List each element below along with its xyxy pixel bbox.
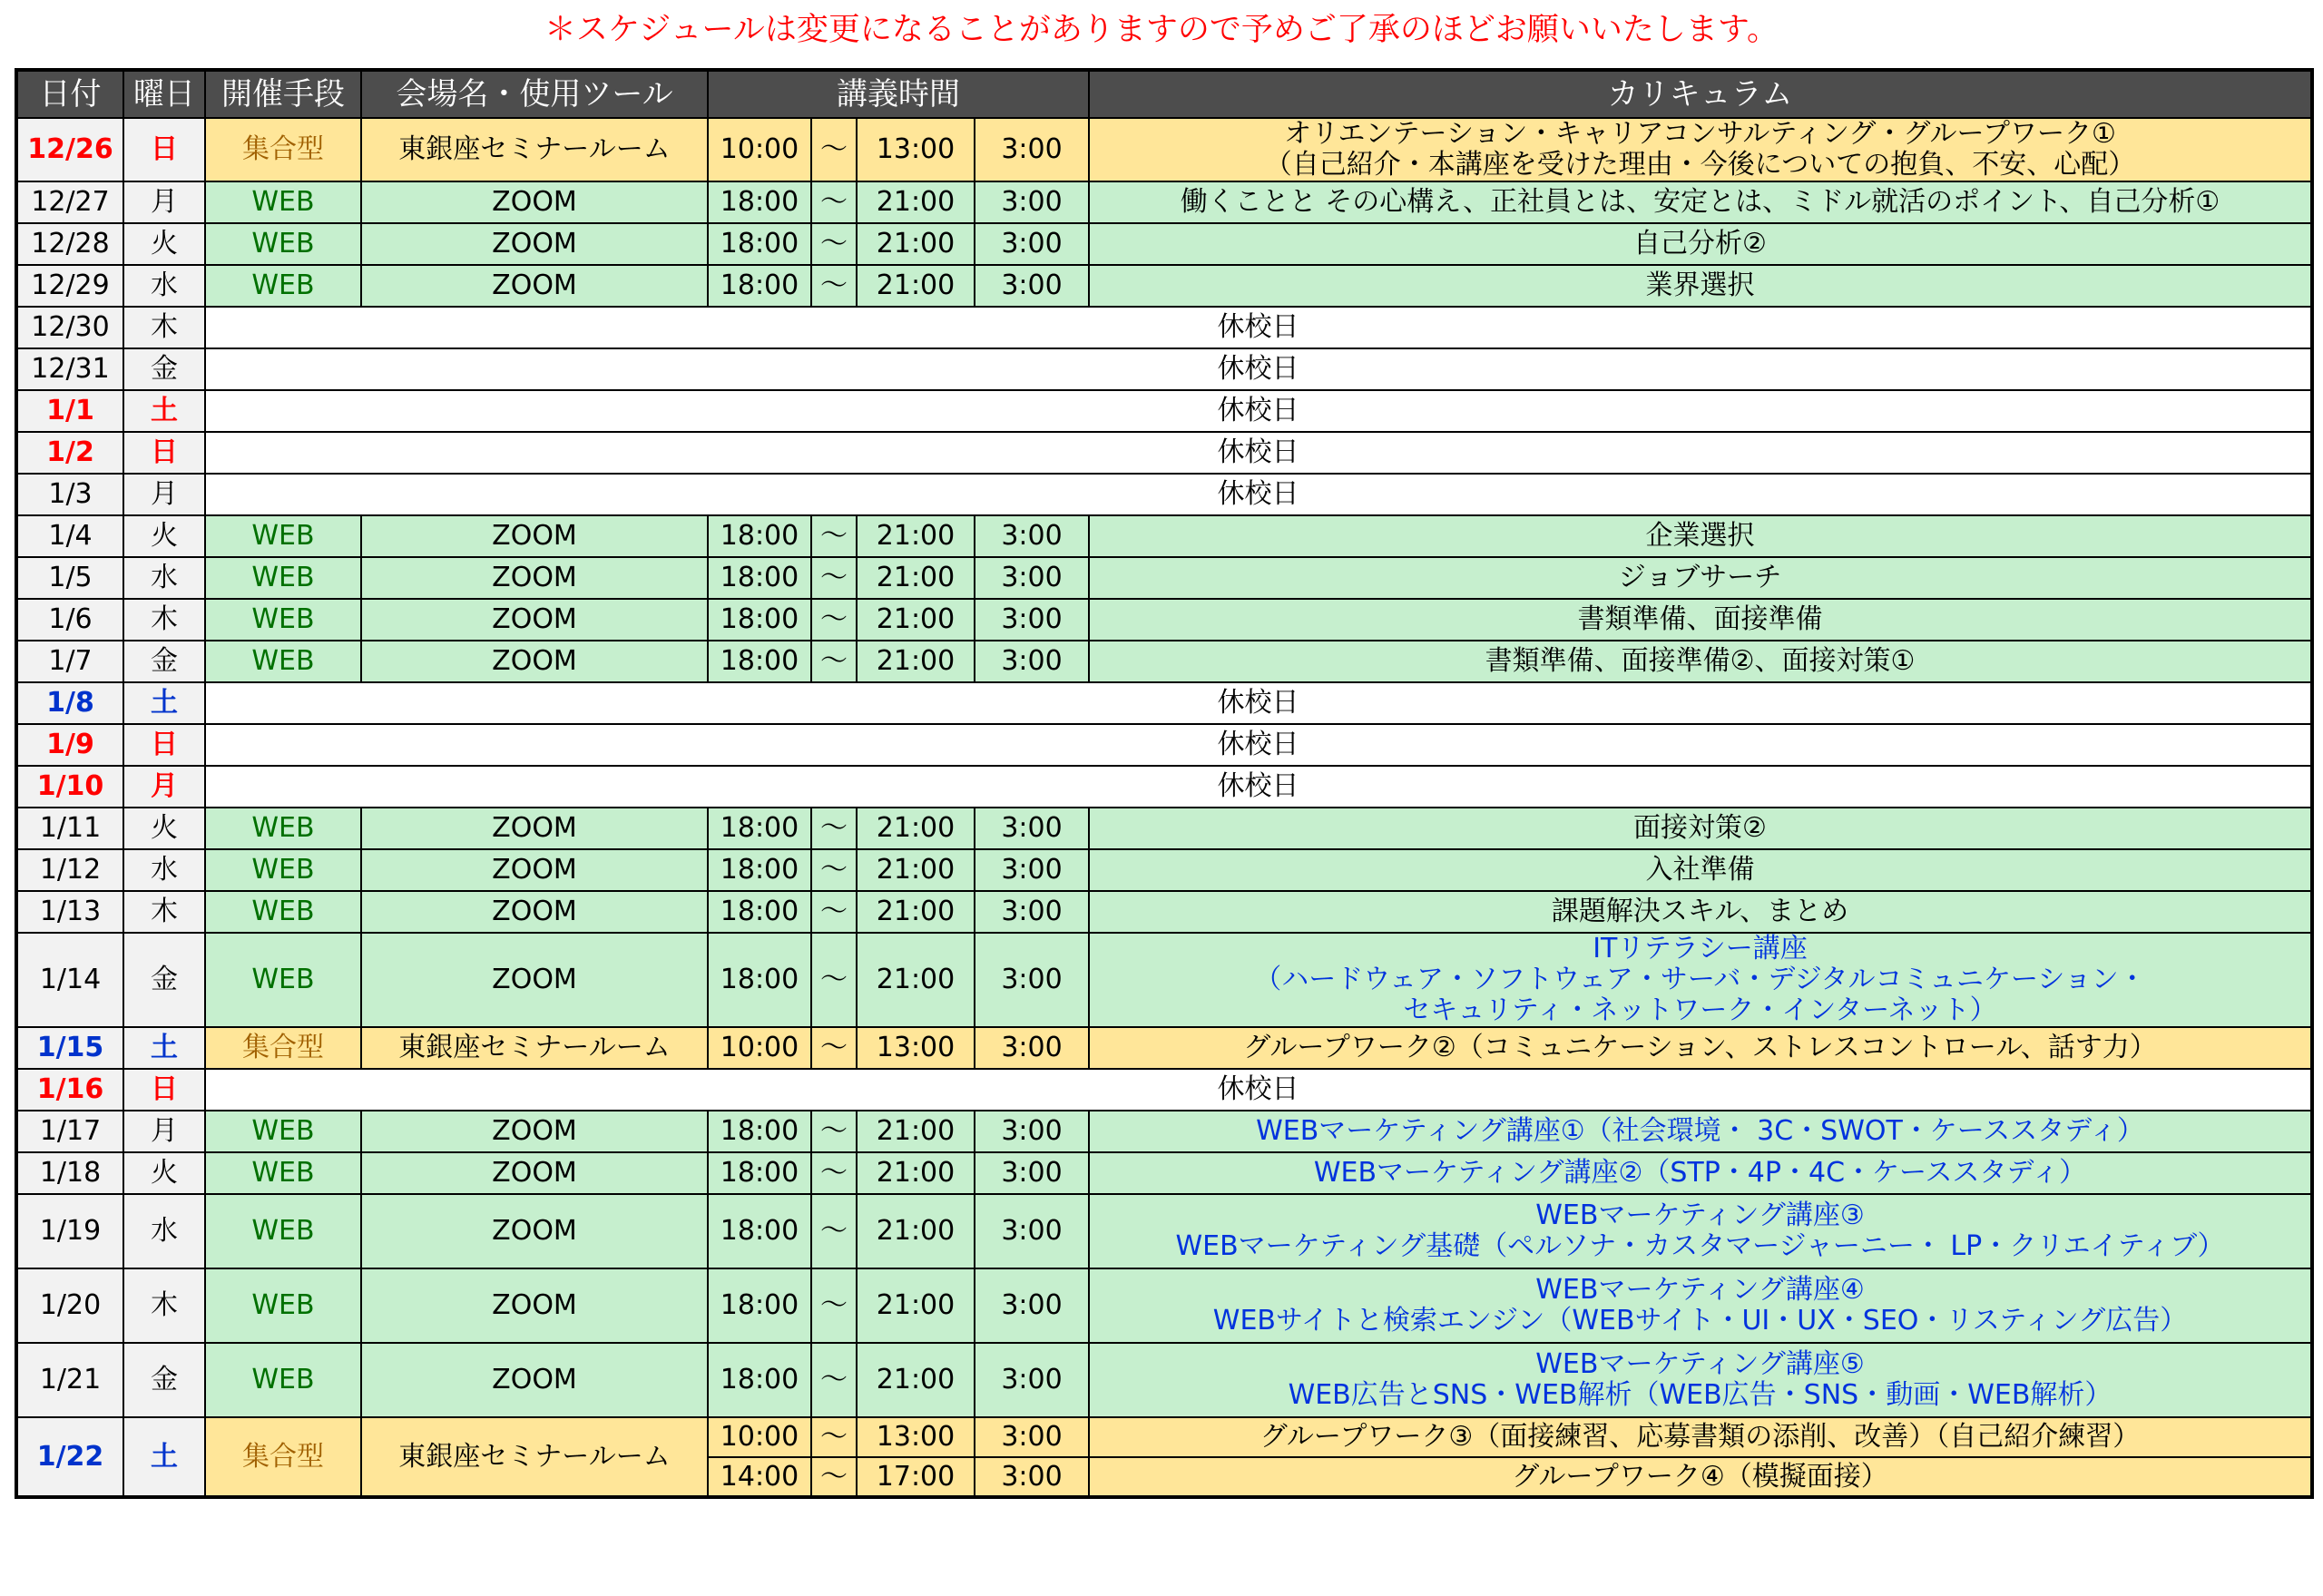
end-time-cell: 13:00 [857, 1417, 975, 1457]
end-time-cell: 21:00 [857, 515, 975, 557]
schedule-row [16, 599, 2312, 641]
mode-cell: WEB [205, 599, 361, 641]
start-time-cell: 18:00 [708, 1111, 811, 1152]
weekday-cell: 木 [123, 599, 205, 641]
weekday-cell: 土 [123, 682, 205, 724]
closed-day-cell: 休校日 [205, 1069, 2312, 1111]
weekday-cell: 木 [123, 891, 205, 933]
duration-cell: 3:00 [975, 1268, 1089, 1343]
weekday-cell: 水 [123, 265, 205, 307]
curriculum-cell: グループワーク④（模擬面接） [1089, 1457, 2312, 1497]
weekday-cell: 水 [123, 849, 205, 891]
header-dow: 曜日 [123, 70, 205, 118]
weekday-cell: 金 [123, 933, 205, 1027]
end-time-cell: 21:00 [857, 1343, 975, 1417]
curriculum-line: WEBマーケティング基礎（ペルソナ・カスタマージャーニー・ LP・クリエイティブ） [1175, 1230, 2225, 1262]
weekday-cell: 火 [123, 223, 205, 265]
weekday-cell: 火 [123, 1152, 205, 1194]
start-time-cell: 18:00 [708, 1343, 811, 1417]
start-time-cell: 10:00 [708, 1027, 811, 1069]
start-time-cell: 18:00 [708, 1152, 811, 1194]
venue-cell: ZOOM [361, 1152, 708, 1194]
duration-cell: 3:00 [975, 891, 1089, 933]
weekday-cell: 火 [123, 515, 205, 557]
date-cell: 1/10 [16, 766, 123, 808]
weekday-cell: 金 [123, 1343, 205, 1417]
venue-cell: ZOOM [361, 641, 708, 682]
duration-cell: 3:00 [975, 1343, 1089, 1417]
curriculum-line: （自己紹介・本講座を受けた理由・今後についての抱負、不安、心配） [1264, 149, 2136, 181]
schedule-row [16, 641, 2312, 682]
header-mode: 開催手段 [205, 70, 361, 118]
venue-cell: ZOOM [361, 933, 708, 1027]
duration-cell: 3:00 [975, 933, 1089, 1027]
duration-cell: 3:00 [975, 1111, 1089, 1152]
duration-cell: 3:00 [975, 1417, 1089, 1457]
weekday-cell: 月 [123, 181, 205, 223]
venue-cell: ZOOM [361, 599, 708, 641]
duration-cell: 3:00 [975, 849, 1089, 891]
weekday-cell: 月 [123, 474, 205, 515]
curriculum-line: グループワーク②（コミュニケーション、ストレスコントロール、話す力） [1243, 1032, 2157, 1063]
curriculum-cell [1089, 1152, 2312, 1194]
date-cell: 1/16 [16, 1069, 123, 1111]
start-time-cell: 18:00 [708, 223, 811, 265]
schedule-row [16, 348, 2312, 390]
closed-day-cell: 休校日 [205, 766, 2312, 808]
tilde-cell: ～ [811, 1343, 857, 1417]
end-time-cell: 21:00 [857, 181, 975, 223]
tilde-cell: ～ [811, 515, 857, 557]
end-time-cell: 21:00 [857, 223, 975, 265]
tilde-cell: ～ [811, 641, 857, 682]
weekday-cell: 日 [123, 724, 205, 766]
tilde-cell: ～ [811, 1268, 857, 1343]
start-time-cell: 14:00 [708, 1457, 811, 1497]
mode-cell: WEB [205, 223, 361, 265]
weekday-cell: 火 [123, 808, 205, 849]
end-time-cell: 13:00 [857, 1027, 975, 1069]
curriculum-line: 企業選択 [1645, 520, 1755, 552]
curriculum-line: ジョブサーチ [1618, 562, 1782, 593]
curriculum-cell: グループワーク③（面接練習、応募書類の添削、改善）（自己紹介練習） [1089, 1417, 2312, 1457]
date-cell: 1/21 [16, 1343, 123, 1417]
mode-cell: WEB [205, 933, 361, 1027]
tilde-cell: ～ [811, 1152, 857, 1194]
mode-cell: WEB [205, 1111, 361, 1152]
curriculum-cell [1089, 118, 2312, 181]
duration-cell: 3:00 [975, 181, 1089, 223]
header-date: 日付 [16, 70, 123, 118]
start-time-cell: 18:00 [708, 557, 811, 599]
start-time-cell: 18:00 [708, 891, 811, 933]
end-time-cell: 21:00 [857, 933, 975, 1027]
schedule-row [16, 849, 2312, 891]
start-time-cell: 18:00 [708, 849, 811, 891]
date-cell: 1/13 [16, 891, 123, 933]
schedule-row [16, 390, 2312, 432]
tilde-cell: ～ [811, 1457, 857, 1497]
mode-cell: WEB [205, 808, 361, 849]
weekday-cell: 金 [123, 641, 205, 682]
date-cell: 1/17 [16, 1111, 123, 1152]
date-cell: 12/30 [16, 307, 123, 348]
duration-cell: 3:00 [975, 1457, 1089, 1497]
curriculum-cell [1089, 599, 2312, 641]
closed-day-cell: 休校日 [205, 474, 2312, 515]
date-cell: 1/22 [16, 1417, 123, 1497]
date-cell: 1/12 [16, 849, 123, 891]
curriculum-line: WEBマーケティング講座①（社会環境・ 3C・SWOT・ケーススタディ） [1256, 1115, 2144, 1147]
curriculum-line: 面接対策② [1633, 812, 1767, 844]
date-cell: 1/7 [16, 641, 123, 682]
curriculum-line: WEBマーケティング講座④ [1535, 1274, 1865, 1306]
duration-cell: 3:00 [975, 223, 1089, 265]
mode-cell: 集合型 [205, 118, 361, 181]
start-time-cell: 10:00 [708, 1417, 811, 1457]
closed-day-cell: 休校日 [205, 390, 2312, 432]
curriculum-cell [1089, 557, 2312, 599]
mode-cell: WEB [205, 641, 361, 682]
curriculum-cell [1089, 223, 2312, 265]
schedule-row [16, 1027, 2312, 1069]
end-time-cell: 21:00 [857, 1268, 975, 1343]
date-cell: 1/15 [16, 1027, 123, 1069]
end-time-cell: 21:00 [857, 1152, 975, 1194]
curriculum-cell [1089, 1268, 2312, 1343]
weekday-cell: 木 [123, 307, 205, 348]
tilde-cell: ～ [811, 223, 857, 265]
curriculum-line: ITリテラシー講座 [1593, 933, 1808, 964]
weekday-cell: 土 [123, 1417, 205, 1497]
tilde-cell: ～ [811, 1111, 857, 1152]
schedule-row [16, 1111, 2312, 1152]
weekday-cell: 水 [123, 1194, 205, 1268]
curriculum-line: 働くことと その心構え、正社員とは、安定とは、ミドル就活のポイント、自己分析① [1180, 186, 2220, 218]
date-cell: 1/2 [16, 432, 123, 474]
start-time-cell: 18:00 [708, 181, 811, 223]
tilde-cell: ～ [811, 181, 857, 223]
date-cell: 12/27 [16, 181, 123, 223]
start-time-cell: 18:00 [708, 1268, 811, 1343]
curriculum-cell [1089, 1111, 2312, 1152]
end-time-cell: 21:00 [857, 1111, 975, 1152]
curriculum-line: 業界選択 [1645, 269, 1755, 301]
tilde-cell: ～ [811, 599, 857, 641]
curriculum-cell [1089, 808, 2312, 849]
mode-cell: WEB [205, 265, 361, 307]
date-cell: 1/5 [16, 557, 123, 599]
end-time-cell: 17:00 [857, 1457, 975, 1497]
date-cell: 12/29 [16, 265, 123, 307]
curriculum-cell [1089, 181, 2312, 223]
curriculum-cell [1089, 1343, 2312, 1417]
date-cell: 1/20 [16, 1268, 123, 1343]
curriculum-cell [1089, 891, 2312, 933]
curriculum-line: 書類準備、面接準備 [1577, 603, 1823, 635]
schedule-row [16, 724, 2312, 766]
schedule-row [16, 1194, 2312, 1268]
duration-cell: 3:00 [975, 808, 1089, 849]
date-cell: 1/11 [16, 808, 123, 849]
schedule-row [16, 933, 2312, 1027]
weekday-cell: 金 [123, 348, 205, 390]
header-time: 講義時間 [708, 70, 1089, 118]
venue-cell: ZOOM [361, 557, 708, 599]
start-time-cell: 18:00 [708, 1194, 811, 1268]
curriculum-line: WEBサイトと検索エンジン（WEBサイト・UI・UX・SEO・リスティング広告） [1212, 1305, 2188, 1337]
end-time-cell: 21:00 [857, 891, 975, 933]
schedule-row [16, 1152, 2312, 1194]
venue-cell: 東銀座セミナールーム [361, 1417, 708, 1497]
schedule-table [15, 68, 2314, 1499]
tilde-cell: ～ [811, 118, 857, 181]
start-time-cell: 18:00 [708, 599, 811, 641]
duration-cell: 3:00 [975, 515, 1089, 557]
tilde-cell: ～ [811, 1417, 857, 1457]
duration-cell: 3:00 [975, 118, 1089, 181]
tilde-cell: ～ [811, 891, 857, 933]
weekday-cell: 日 [123, 432, 205, 474]
curriculum-cell [1089, 849, 2312, 891]
header-row [16, 70, 2312, 118]
date-cell: 12/31 [16, 348, 123, 390]
venue-cell: ZOOM [361, 1268, 708, 1343]
schedule-row [16, 223, 2312, 265]
curriculum-cell [1089, 1194, 2312, 1268]
schedule-row [16, 557, 2312, 599]
schedule-row [16, 1343, 2312, 1417]
tilde-cell: ～ [811, 933, 857, 1027]
curriculum-cell [1089, 1027, 2312, 1069]
mode-cell: WEB [205, 515, 361, 557]
tilde-cell: ～ [811, 808, 857, 849]
date-cell: 1/3 [16, 474, 123, 515]
duration-cell: 3:00 [975, 641, 1089, 682]
weekday-cell: 木 [123, 1268, 205, 1343]
curriculum-line: （ハードウェア・ソフトウェア・サーバ・デジタルコミュニケーション・ [1254, 964, 2146, 995]
curriculum-line: オリエンテーション・キャリアコンサルティング・グループワーク① [1284, 118, 2116, 150]
end-time-cell: 21:00 [857, 808, 975, 849]
mode-cell: WEB [205, 1152, 361, 1194]
end-time-cell: 21:00 [857, 641, 975, 682]
closed-day-cell: 休校日 [205, 682, 2312, 724]
curriculum-line: WEBマーケティング講座⑤ [1535, 1348, 1865, 1380]
curriculum-line: WEB広告とSNS・WEB解析（WEB広告・SNS・動画・WEB解析） [1288, 1379, 2112, 1411]
tilde-cell: ～ [811, 849, 857, 891]
venue-cell: ZOOM [361, 849, 708, 891]
date-cell: 1/6 [16, 599, 123, 641]
date-cell: 12/28 [16, 223, 123, 265]
duration-cell: 3:00 [975, 265, 1089, 307]
venue-cell: 東銀座セミナールーム [361, 1027, 708, 1069]
schedule-row [16, 474, 2312, 515]
weekday-cell: 日 [123, 118, 205, 181]
schedule-row [16, 766, 2312, 808]
schedule-row [16, 808, 2312, 849]
tilde-cell: ～ [811, 1194, 857, 1268]
weekday-cell: 日 [123, 1069, 205, 1111]
start-time-cell: 18:00 [708, 515, 811, 557]
end-time-cell: 21:00 [857, 849, 975, 891]
end-time-cell: 21:00 [857, 265, 975, 307]
mode-cell: WEB [205, 557, 361, 599]
schedule-row [16, 432, 2312, 474]
end-time-cell: 21:00 [857, 599, 975, 641]
curriculum-line: WEBマーケティング講座③ [1535, 1199, 1865, 1231]
curriculum-cell [1089, 265, 2312, 307]
mode-cell: WEB [205, 849, 361, 891]
duration-cell: 3:00 [975, 1194, 1089, 1268]
weekday-cell: 月 [123, 1111, 205, 1152]
venue-cell: ZOOM [361, 808, 708, 849]
date-cell: 1/1 [16, 390, 123, 432]
duration-cell: 3:00 [975, 557, 1089, 599]
mode-cell: WEB [205, 891, 361, 933]
closed-day-cell: 休校日 [205, 307, 2312, 348]
closed-day-cell: 休校日 [205, 432, 2312, 474]
closed-day-cell: 休校日 [205, 348, 2312, 390]
schedule-change-notice: ＊スケジュールは変更になることがありますので予めご了承のほどお願いいたします。 [544, 12, 1779, 48]
venue-cell: ZOOM [361, 891, 708, 933]
start-time-cell: 18:00 [708, 265, 811, 307]
date-cell: 1/8 [16, 682, 123, 724]
weekday-cell: 土 [123, 390, 205, 432]
duration-cell: 3:00 [975, 599, 1089, 641]
date-cell: 1/18 [16, 1152, 123, 1194]
end-time-cell: 21:00 [857, 557, 975, 599]
curriculum-cell [1089, 641, 2312, 682]
venue-cell: ZOOM [361, 1194, 708, 1268]
duration-cell: 3:00 [975, 1152, 1089, 1194]
schedule-row [16, 1069, 2312, 1111]
start-time-cell: 18:00 [708, 808, 811, 849]
schedule-row [16, 1268, 2312, 1343]
curriculum-line: 入社準備 [1645, 854, 1755, 886]
date-cell: 12/26 [16, 118, 123, 181]
tilde-cell: ～ [811, 1027, 857, 1069]
venue-cell: ZOOM [361, 1343, 708, 1417]
mode-cell: WEB [205, 1194, 361, 1268]
date-cell: 1/4 [16, 515, 123, 557]
schedule-row [16, 265, 2312, 307]
schedule-row [16, 1417, 2312, 1457]
venue-cell: 東銀座セミナールーム [361, 118, 708, 181]
venue-cell: ZOOM [361, 265, 708, 307]
schedule-row [16, 682, 2312, 724]
curriculum-cell [1089, 515, 2312, 557]
date-cell: 1/9 [16, 724, 123, 766]
end-time-cell: 13:00 [857, 118, 975, 181]
curriculum-line: 書類準備、面接準備②、面接対策① [1485, 645, 1916, 677]
venue-cell: ZOOM [361, 515, 708, 557]
date-cell: 1/14 [16, 933, 123, 1027]
curriculum-line: 課題解決スキル、まとめ [1551, 896, 1849, 927]
mode-cell: WEB [205, 181, 361, 223]
end-time-cell: 21:00 [857, 1194, 975, 1268]
curriculum-line: WEBマーケティング講座②（STP・4P・4C・ケーススタディ） [1313, 1157, 2087, 1189]
header-venue: 会場名・使用ツール [361, 70, 708, 118]
schedule-row [16, 118, 2312, 181]
mode-cell: 集合型 [205, 1027, 361, 1069]
curriculum-cell [1089, 933, 2312, 1027]
start-time-cell: 18:00 [708, 641, 811, 682]
venue-cell: ZOOM [361, 223, 708, 265]
weekday-cell: 月 [123, 766, 205, 808]
schedule-body [16, 118, 2312, 1497]
tilde-cell: ～ [811, 557, 857, 599]
closed-day-cell: 休校日 [205, 724, 2312, 766]
start-time-cell: 18:00 [708, 933, 811, 1027]
schedule-row [16, 181, 2312, 223]
venue-cell: ZOOM [361, 1111, 708, 1152]
date-cell: 1/19 [16, 1194, 123, 1268]
curriculum-line: 自己分析② [1633, 228, 1767, 259]
schedule-row [16, 307, 2312, 348]
schedule-row [16, 515, 2312, 557]
curriculum-line: セキュリティ・ネットワーク・インターネット） [1403, 994, 1997, 1026]
duration-cell: 3:00 [975, 1027, 1089, 1069]
weekday-cell: 土 [123, 1027, 205, 1069]
mode-cell: WEB [205, 1268, 361, 1343]
tilde-cell: ～ [811, 265, 857, 307]
schedule-row [16, 891, 2312, 933]
mode-cell: 集合型 [205, 1417, 361, 1497]
mode-cell: WEB [205, 1343, 361, 1417]
header-curriculum: カリキュラム [1089, 70, 2312, 118]
venue-cell: ZOOM [361, 181, 708, 223]
weekday-cell: 水 [123, 557, 205, 599]
start-time-cell: 10:00 [708, 118, 811, 181]
